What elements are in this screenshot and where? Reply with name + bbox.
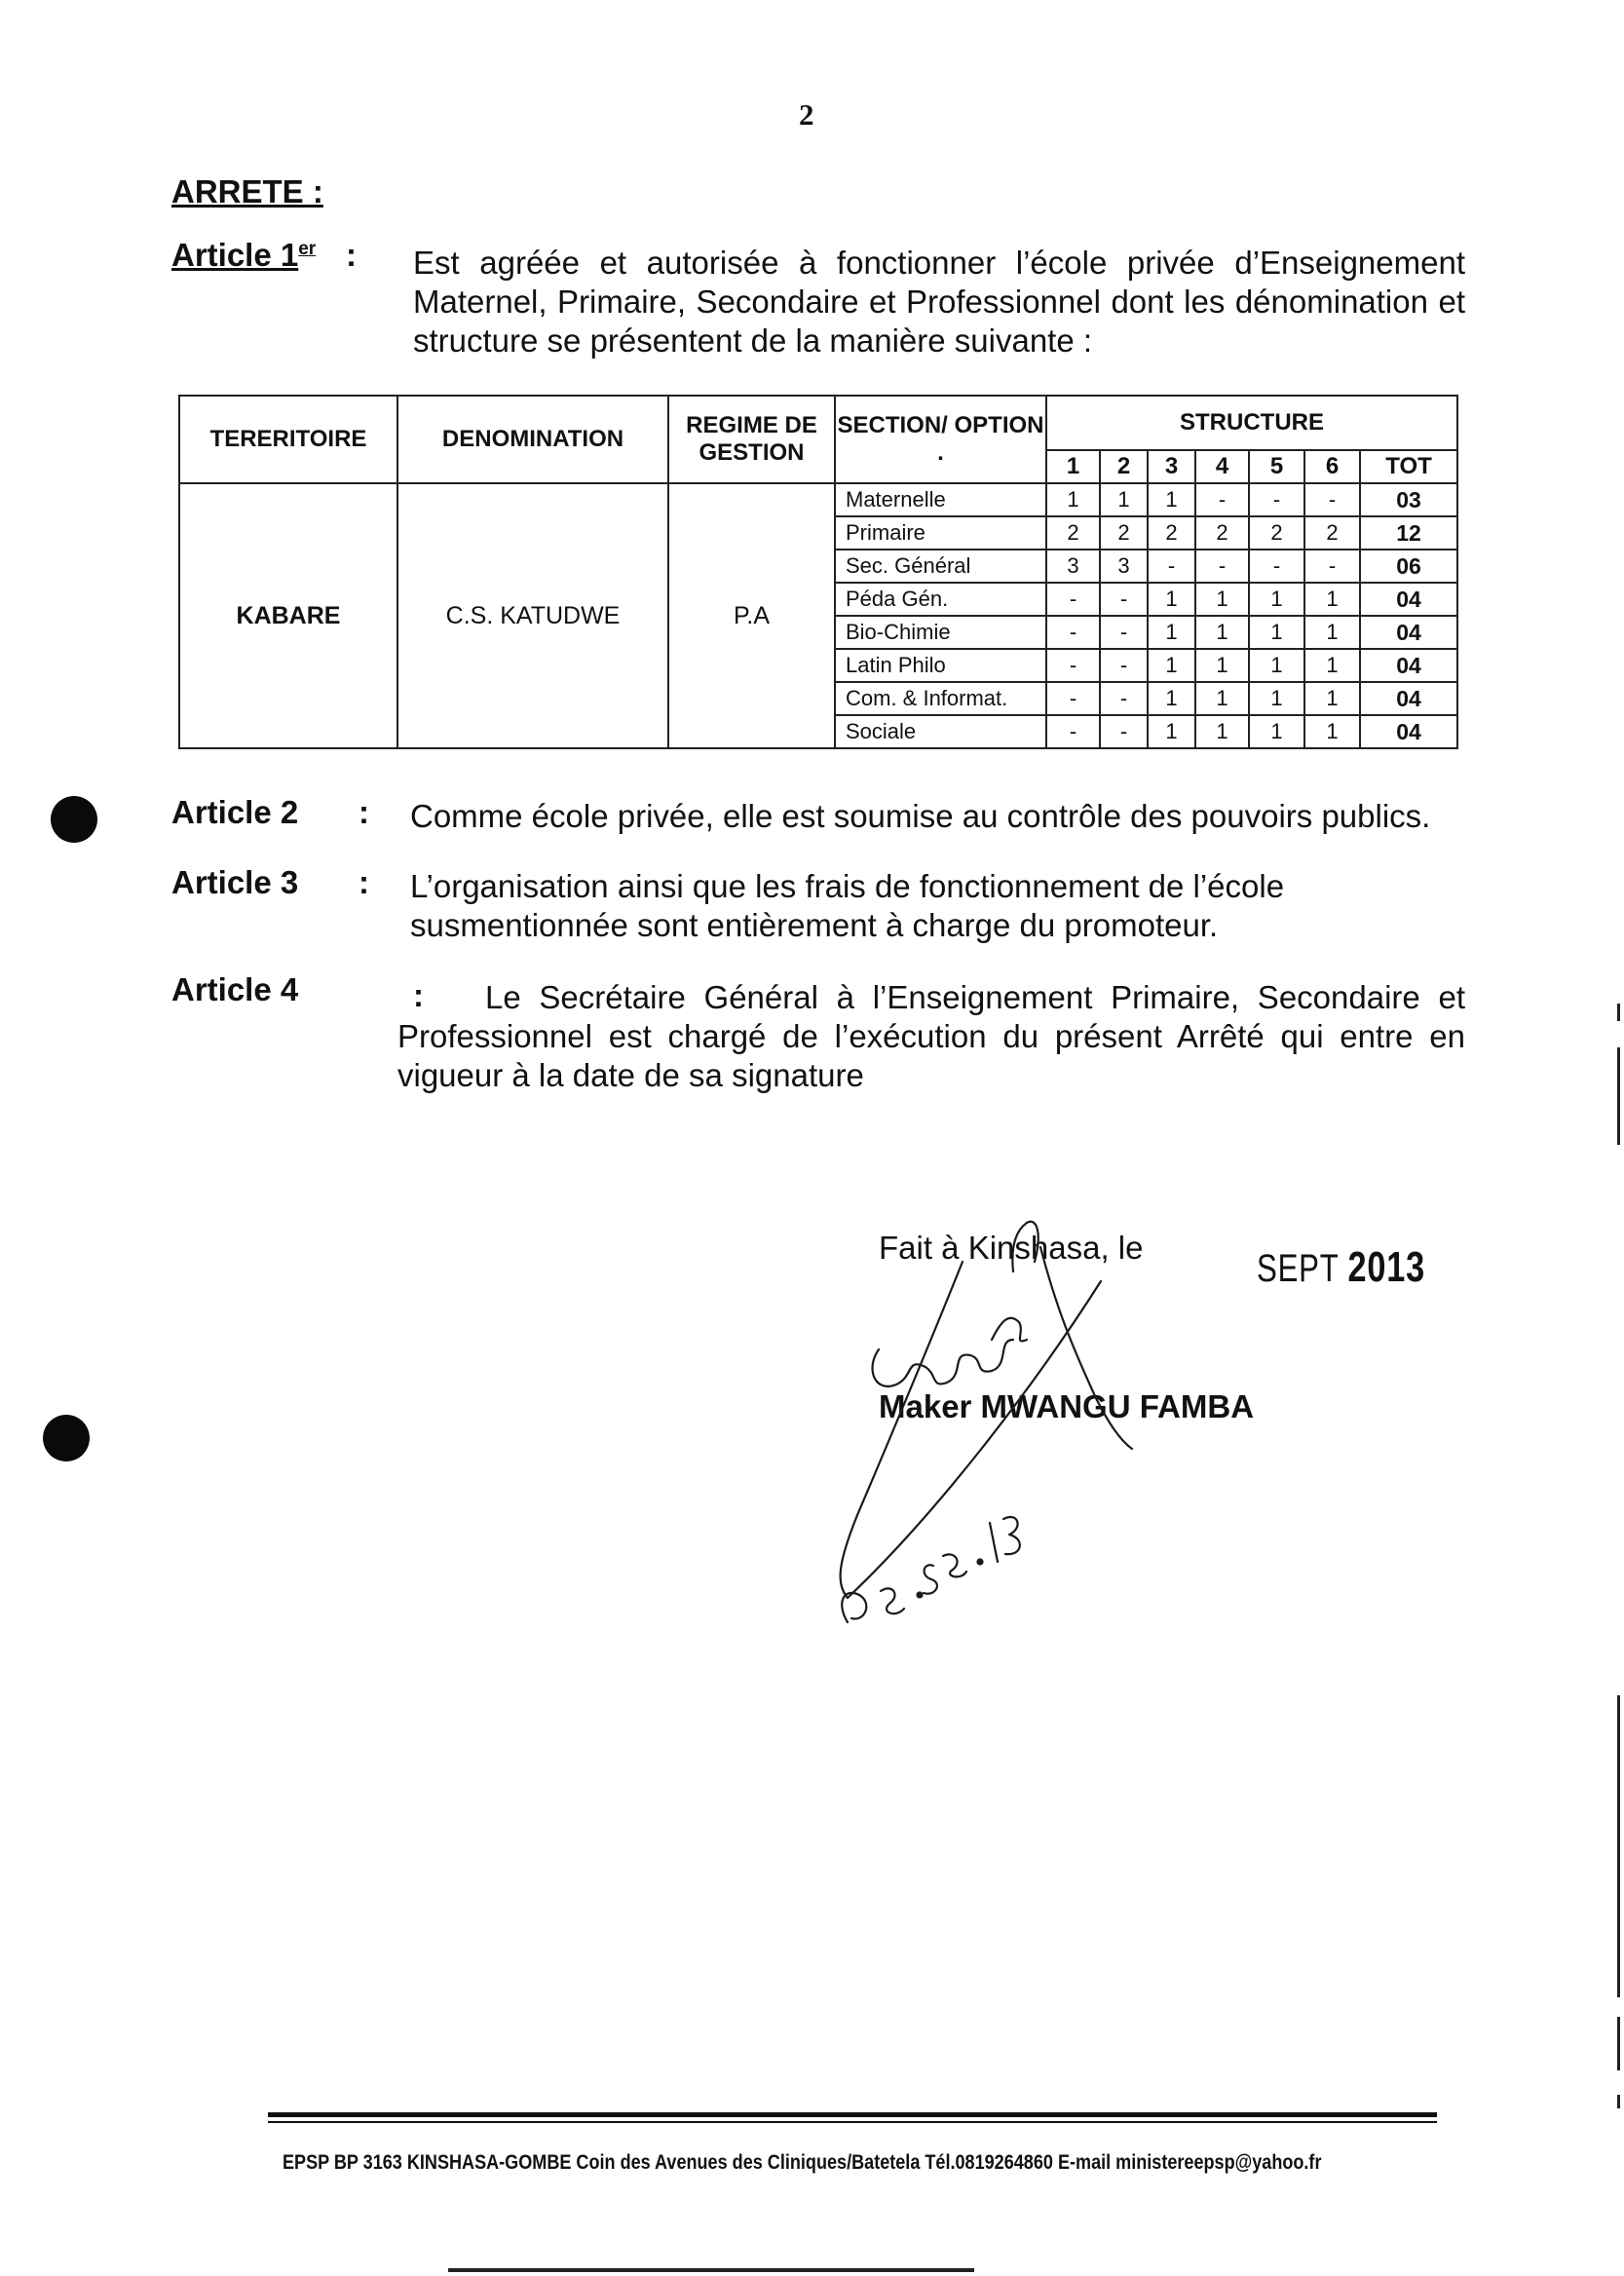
cell-value: -	[1195, 550, 1249, 583]
cell-tot: 04	[1360, 682, 1457, 715]
article-4-label: Article 4	[171, 971, 299, 1007]
cell-value: 1	[1148, 682, 1195, 715]
table-row	[179, 483, 1457, 516]
cell-tot: 06	[1360, 550, 1457, 583]
article-1-line-3: structure se présentent de la manière suivante :	[413, 322, 1093, 359]
article-1-line-2: Maternel, Primaire, Secondaire et Professionnel dont les dénomination et	[413, 284, 1465, 320]
article-3-line-1: L’organisation ainsi que les frais de fonctionnement de l’école	[410, 868, 1285, 904]
cell-territoire: KABARE	[179, 483, 397, 748]
header-regime: REGIME DE GESTION	[668, 396, 835, 483]
cell-tot: 03	[1360, 483, 1457, 516]
header-class-5: 5	[1249, 450, 1304, 483]
cell-value: 3	[1100, 550, 1148, 583]
footer-rule	[268, 2112, 1437, 2117]
handwritten-signature	[818, 1194, 1286, 1632]
article-4-colon: :	[413, 977, 424, 1013]
arrete-heading: ARRETE :	[171, 173, 323, 209]
cell-section: Bio-Chimie	[835, 616, 1046, 649]
article-4-line-3: vigueur à la date de sa signature	[397, 1057, 864, 1093]
cell-value: 2	[1046, 516, 1100, 550]
cell-value: 1	[1148, 649, 1195, 682]
cell-value: 2	[1249, 516, 1304, 550]
edge-mark	[1617, 2017, 1620, 2070]
article-2-colon: :	[359, 794, 369, 830]
edge-mark	[1617, 2095, 1620, 2108]
cell-value: -	[1195, 483, 1249, 516]
footer-rule-thin	[268, 2121, 1437, 2123]
cell-value: 1	[1046, 483, 1100, 516]
cell-value: 1	[1100, 483, 1148, 516]
cell-value: 1	[1195, 649, 1249, 682]
cell-value: 1	[1249, 583, 1304, 616]
cell-value: 2	[1148, 516, 1195, 550]
cell-denomination: C.S. KATUDWE	[397, 483, 668, 748]
cell-value: 1	[1195, 583, 1249, 616]
article-1-colon: :	[346, 237, 357, 273]
handwritten-date	[1, 1, 2, 2]
article-3-colon: :	[359, 864, 369, 900]
article-2-label: Article 2	[171, 794, 299, 830]
article-3-line-2: susmentionnée sont entièrement à charge du promoteur.	[410, 907, 1219, 943]
article-1-label	[171, 237, 316, 274]
article-1-line-1: Est agréée et autorisée à fonctionner l’école privée d’Enseignement	[413, 245, 1465, 281]
cell-value: -	[1304, 550, 1360, 583]
cell-section: Primaire	[835, 516, 1046, 550]
cell-regime: P.A	[668, 483, 835, 748]
header-section: SECTION/ OPTION .	[835, 396, 1046, 483]
article-4-line-1: Le Secrétaire Général à l’Enseignement Primaire, Secondaire et	[485, 979, 1465, 1015]
article-1-label-text: Article 1	[171, 237, 299, 273]
cell-value: -	[1100, 649, 1148, 682]
cell-tot: 04	[1360, 715, 1457, 748]
cell-section: Latin Philo	[835, 649, 1046, 682]
cell-tot: 12	[1360, 516, 1457, 550]
cell-tot: 04	[1360, 583, 1457, 616]
date-stamp-year: 2013	[1347, 1243, 1425, 1291]
cell-value: 1	[1249, 682, 1304, 715]
edge-mark	[1617, 1695, 1620, 1997]
page-number: 2	[799, 97, 814, 132]
cell-value: 2	[1100, 516, 1148, 550]
date-stamp-month: SEPT	[1257, 1247, 1340, 1290]
header-tot: TOT	[1360, 450, 1457, 483]
article-4-line-2: Professionnel est chargé de l’exécution du présent Arrêté qui entre en	[397, 1018, 1465, 1054]
cell-value: -	[1249, 483, 1304, 516]
cell-value: 2	[1304, 516, 1360, 550]
article-1-superscript: er	[298, 239, 317, 259]
header-structure: STRUCTURE	[1046, 396, 1457, 450]
cell-value: -	[1100, 616, 1148, 649]
punch-hole-bottom	[43, 1415, 90, 1461]
cell-value: -	[1046, 616, 1100, 649]
cell-value: 1	[1148, 483, 1195, 516]
cell-value: -	[1100, 682, 1148, 715]
cell-tot: 04	[1360, 649, 1457, 682]
cell-value: 1	[1304, 649, 1360, 682]
bottom-edge-rule	[448, 2268, 974, 2272]
structure-table	[178, 395, 1458, 749]
header-class-4: 4	[1195, 450, 1249, 483]
cell-section: Sociale	[835, 715, 1046, 748]
cell-tot: 04	[1360, 616, 1457, 649]
cell-value: -	[1046, 715, 1100, 748]
signer-name: Maker MWANGU FAMBA	[879, 1388, 1255, 1424]
cell-value: 1	[1304, 616, 1360, 649]
cell-value: 1	[1304, 682, 1360, 715]
cell-value: 1	[1249, 715, 1304, 748]
article-2-line-1: Comme école privée, elle est soumise au contrôle des pouvoirs publics.	[410, 798, 1431, 834]
header-territoire: TERERITOIRE	[179, 396, 397, 483]
cell-value: -	[1249, 550, 1304, 583]
cell-value: 1	[1148, 715, 1195, 748]
cell-value: -	[1046, 583, 1100, 616]
cell-value: -	[1100, 583, 1148, 616]
article-4-text	[397, 978, 1465, 1095]
cell-section: Maternelle	[835, 483, 1046, 516]
footer-address: EPSP BP 3163 KINSHASA-GOMBE Coin des Avenues des Cliniques/Batetela Tél.0819264860 E-mail ministereepsp@yahoo.fr	[283, 2151, 1322, 2174]
cell-value: -	[1100, 715, 1148, 748]
cell-value: -	[1148, 550, 1195, 583]
cell-value: 1	[1195, 682, 1249, 715]
article-1-text	[413, 244, 1465, 360]
cell-value: -	[1046, 649, 1100, 682]
cell-value: 1	[1304, 583, 1360, 616]
cell-section: Sec. Général	[835, 550, 1046, 583]
article-3-text	[410, 867, 1472, 945]
cell-value: -	[1046, 682, 1100, 715]
header-class-6: 6	[1304, 450, 1360, 483]
article-3-label: Article 3	[171, 864, 299, 900]
cell-value: 3	[1046, 550, 1100, 583]
cell-value: 1	[1195, 616, 1249, 649]
cell-value: 1	[1249, 649, 1304, 682]
cell-value: 1	[1148, 583, 1195, 616]
cell-value: 2	[1195, 516, 1249, 550]
cell-section: Com. & Informat.	[835, 682, 1046, 715]
article-2-text	[410, 797, 1472, 836]
cell-section: Péda Gén.	[835, 583, 1046, 616]
header-denomination: DENOMINATION	[397, 396, 668, 483]
cell-value: 1	[1304, 715, 1360, 748]
edge-mark	[1617, 1004, 1620, 1021]
cell-value: 1	[1195, 715, 1249, 748]
cell-value: -	[1304, 483, 1360, 516]
place-date-line: Fait à Kinshasa, le	[879, 1230, 1144, 1266]
header-class-2: 2	[1100, 450, 1148, 483]
cell-value: 1	[1148, 616, 1195, 649]
cell-value: 1	[1249, 616, 1304, 649]
header-class-3: 3	[1148, 450, 1195, 483]
punch-hole-top	[51, 796, 97, 843]
header-class-1: 1	[1046, 450, 1100, 483]
edge-mark	[1617, 1047, 1620, 1145]
